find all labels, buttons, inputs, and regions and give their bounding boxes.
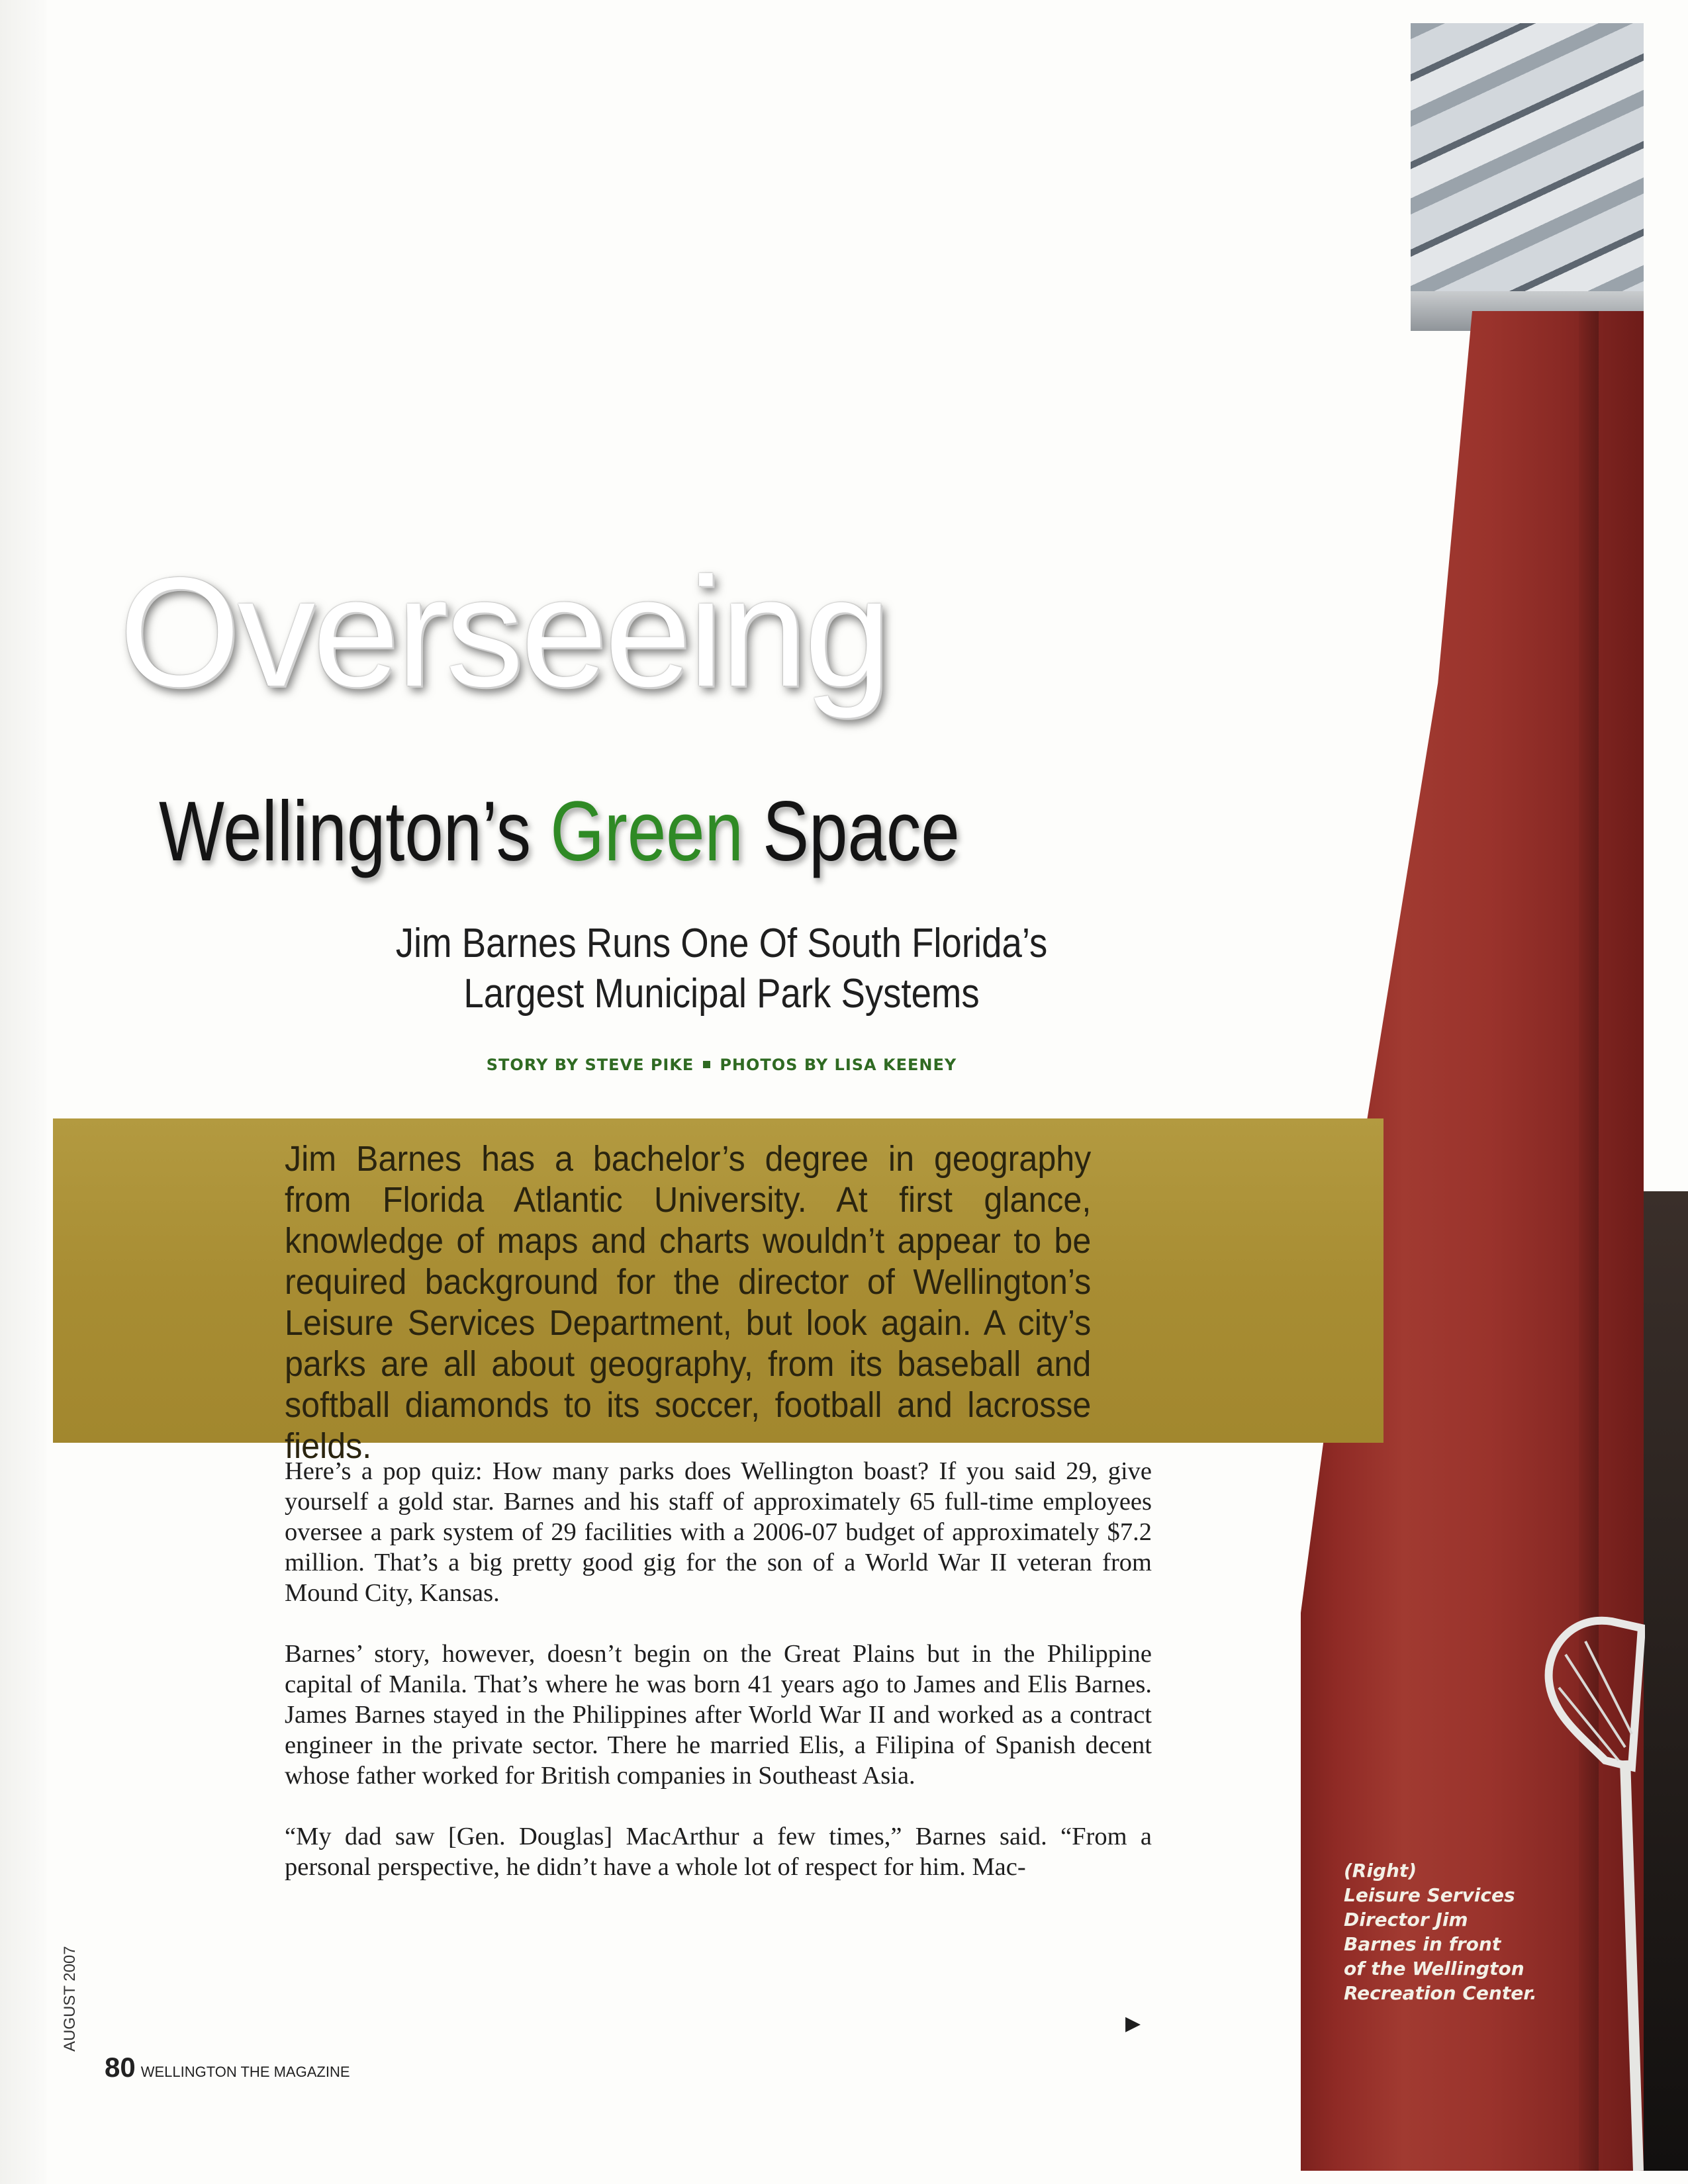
body-paragraph: Barnes’ story, however, doesn’t begin on the Great Plains but in the Philippine capital of Manila. That’s where he was born 41 years ago to James and Elis Barnes. James Barnes stayed in the Philippines after World War II and worked as a contract engineer in the private sector. There he married Elis, a Filipina of Spanish decent whose father worked for British companies in Southeast Asia.: [285, 1640, 1152, 1790]
byline-photos: PHOTOS BY LISA KEENEY: [720, 1056, 957, 1074]
byline: [331, 1056, 1112, 1074]
caption-line: (Right): [1344, 1860, 1417, 1882]
caption-line: Director Jim: [1344, 1909, 1468, 1931]
caption-line: of the Wellington: [1344, 1958, 1524, 1979]
byline-separator: [703, 1061, 710, 1068]
headline-overseeing: Overseeing: [119, 545, 888, 719]
photo-dark-doorway: [1644, 1191, 1688, 2171]
subtitle-line: Largest Municipal Park Systems: [463, 971, 980, 1017]
headline-part: Wellington’s: [159, 784, 551, 879]
page-folio: [105, 2052, 350, 2083]
photo-ceiling: [1411, 23, 1644, 318]
subtitle: [261, 919, 1182, 1019]
page-edge: [0, 0, 46, 2184]
caption-line: Recreation Center.: [1344, 1982, 1537, 2004]
photo-caption: [1344, 1858, 1582, 2005]
continue-arrow-icon: ▶: [1125, 2013, 1141, 2034]
headline-part: Space: [743, 784, 960, 879]
subtitle-line: Jim Barnes Runs One Of South Florida’s: [395, 921, 1048, 966]
intro-text: Jim Barnes has a bachelor’s degree in geography from Florida Atlantic University. At first glance, knowledge of maps and charts wouldn’t appear to be required background for the director of Wellington’s Leisure Services Department, but look again. A city’s parks are all about geography, from its baseball and softball diamonds to its soccer, football and lacrosse fields.: [285, 1139, 1092, 1466]
photo-recreation-center: [1301, 0, 1688, 2184]
issue-date: AUGUST 2007: [61, 1946, 79, 2052]
page-number: 80: [105, 2052, 136, 2083]
headline-green-word: Green: [550, 784, 743, 879]
headline-green-space: [159, 782, 1082, 882]
byline-story: STORY BY STEVE PIKE: [486, 1056, 694, 1074]
magazine-name: WELLINGTON THE MAGAZINE: [140, 2064, 350, 2080]
body-paragraph: “My dad saw [Gen. Douglas] MacArthur a few times,” Barnes said. “From a personal perspective, he didn’t have a whole lot of respect for him. Mac-: [285, 1823, 1152, 1881]
caption-line: Leisure Services: [1344, 1884, 1515, 1906]
caption-line: Barnes in front: [1344, 1933, 1501, 1955]
article-body: [285, 1456, 1152, 1913]
body-paragraph: Here’s a pop quiz: How many parks does Wellington boast? If you said 29, give yourself a gold star. Barnes and his staff of approximately 65 full-time employees oversee a park system of 29 facilities with a 2006-07 budget of approximately $7.2 million. That’s a big pretty good gig for the son of a World War II veteran from Mound City, Kansas.: [285, 1457, 1152, 1607]
